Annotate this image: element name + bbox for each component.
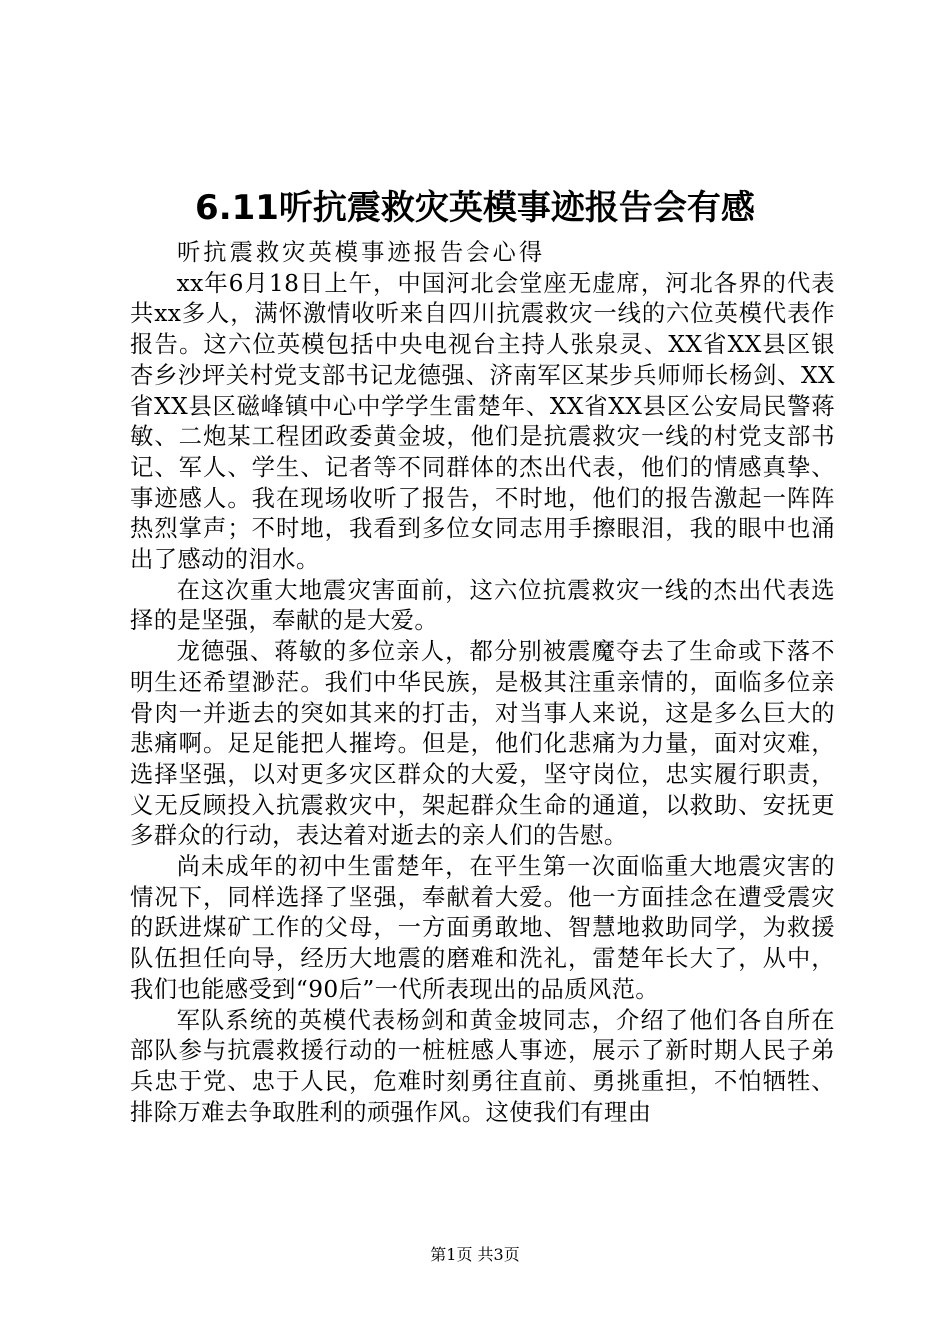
document-body (130, 238, 835, 1128)
page-footer: 第1页 共3页 (430, 1245, 520, 1264)
document-subtitle: 听抗震救灾英模事迹报告会心得 (177, 239, 546, 266)
paragraph-5: 军队系统的英模代表杨剑和黄金坡同志，介绍了他们各自所在部队参与抗震救援行动的一桩桩感人事迹，展示了新时期人民子弟兵忠于党、忠于人民，危难时刻勇往直前、勇挑重担，不怕牺牲、排除万难去争取胜利的顽强作风。这使我们有理由 (130, 1006, 835, 1126)
paragraph-4: 尚未成年的初中生雷楚年，在平生第一次面临重大地震灾害的情况下，同样选择了坚强，奉献着大爱。他一方面挂念在遭受震灾的跃进煤矿工作的父母，一方面勇敢地、智慧地救助同学，为救援队伍担任向导，经历大地震的磨难和洗礼，雷楚年长大了，从中，我们也能感受到“90后”一代所表现出的品质风范。 (130, 853, 835, 1003)
paragraph-1: xx年6月18日上午，中国河北会堂座无虚席，河北各界的代表共xx多人，满怀激情收听来自四川抗震救灾一线的六位英模代表作报告。这六位英模包括中央电视台主持人张泉灵、XX省XX县区银杏乡沙坪关村党支部书记龙德强、济南军区某步兵师师长杨剑、XX省XX县区磁峰镇中心中学学生雷楚年、XX省XX县区公安局民警蒋敏、二炮某工程团政委黄金坡，他们是抗震救灾一线的村党支部书记、军人、学生、记者等不同群体的杰出代表，他们的情感真挚、事迹感人。我在现场收听了报告，不时地，他们的报告激起一阵阵热烈掌声；不时地，我看到多位女同志用手擦眼泪，我的眼中也涌出了感动的泪水。 (130, 269, 835, 574)
paragraph-2: 在这次重大地震灾害面前，这六位抗震救灾一线的杰出代表选择的是坚强，奉献的是大爱。 (130, 576, 835, 635)
document-title: 6.11听抗震救灾英模事迹报告会有感 (195, 188, 755, 228)
paragraph-3: 龙德强、蒋敏的多位亲人，都分别被震魔夺去了生命或下落不明生还希望渺茫。我们中华民族，是极其注重亲情的，面临多位亲骨肉一并逝去的突如其来的打击，对当事人来说，这是多么巨大的悲痛啊。足足能把人摧垮。但是，他们化悲痛为力量，面对灾难，选择坚强，以对更多灾区群众的大爱，坚守岗位，忠实履行职责，义无反顾投入抗震救灾中，架起群众生命的通道，以救助、安抚更多群众的行动，表达着对逝去的亲人们的告慰。 (130, 638, 835, 850)
